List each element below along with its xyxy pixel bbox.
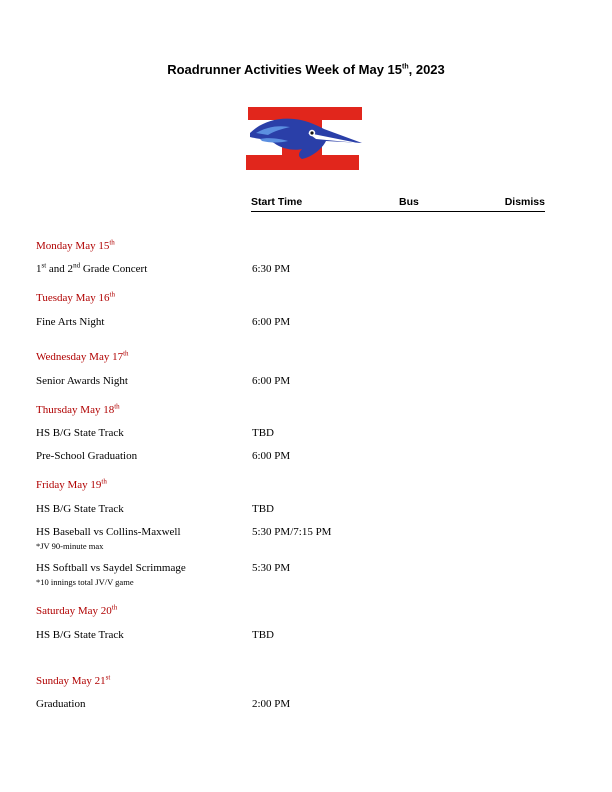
event-name: Senior Awards Night (36, 375, 128, 387)
event-time: 2:00 PM (252, 698, 291, 710)
event-name: HS B/G State Track (36, 503, 124, 515)
day-heading-wednesday: Wednesday May 17th (36, 349, 129, 363)
event-time: TBD (252, 427, 274, 439)
day-heading-thursday: Thursday May 18th (36, 402, 120, 416)
event-name: HS Softball vs Saydel Scrimmage (36, 562, 186, 574)
event-name: Graduation (36, 698, 86, 710)
event-time: 6:00 PM (252, 375, 291, 387)
event-name: HS Baseball vs Collins-Maxwell (36, 526, 181, 538)
column-start-time: Start Time (251, 196, 303, 208)
event-time: TBD (252, 629, 274, 641)
event-time: 6:30 PM (252, 263, 291, 275)
event-time: 5:30 PM (252, 562, 291, 574)
day-heading-friday: Friday May 19th (36, 477, 107, 491)
column-bus: Bus (399, 196, 419, 208)
column-dismiss: Dismiss (504, 196, 545, 208)
event-time: TBD (252, 503, 274, 515)
event-time: 5:30 PM/7:15 PM (252, 526, 332, 538)
page-title: Roadrunner Activities Week of May 15th, 2023 (167, 62, 445, 77)
event-name: HS B/G State Track (36, 427, 124, 439)
event-name: Fine Arts Night (36, 316, 105, 328)
roadrunner-logo-icon (246, 103, 364, 173)
event-name: Pre-School Graduation (36, 450, 138, 462)
event-name: HS B/G State Track (36, 629, 124, 641)
event-time: 6:00 PM (252, 316, 291, 328)
event-note: *10 innings total JV/V game (36, 577, 134, 587)
event-note: *JV 90-minute max (36, 541, 104, 551)
day-heading-monday: Monday May 15th (36, 238, 115, 252)
day-heading-saturday: Saturday May 20th (36, 603, 118, 617)
column-header-row (251, 195, 545, 212)
day-heading-sunday: Sunday May 21st (36, 673, 111, 687)
event-name: 1st and 2nd Grade Concert (36, 261, 148, 275)
event-time: 6:00 PM (252, 450, 291, 462)
day-heading-tuesday: Tuesday May 16th (36, 290, 115, 304)
